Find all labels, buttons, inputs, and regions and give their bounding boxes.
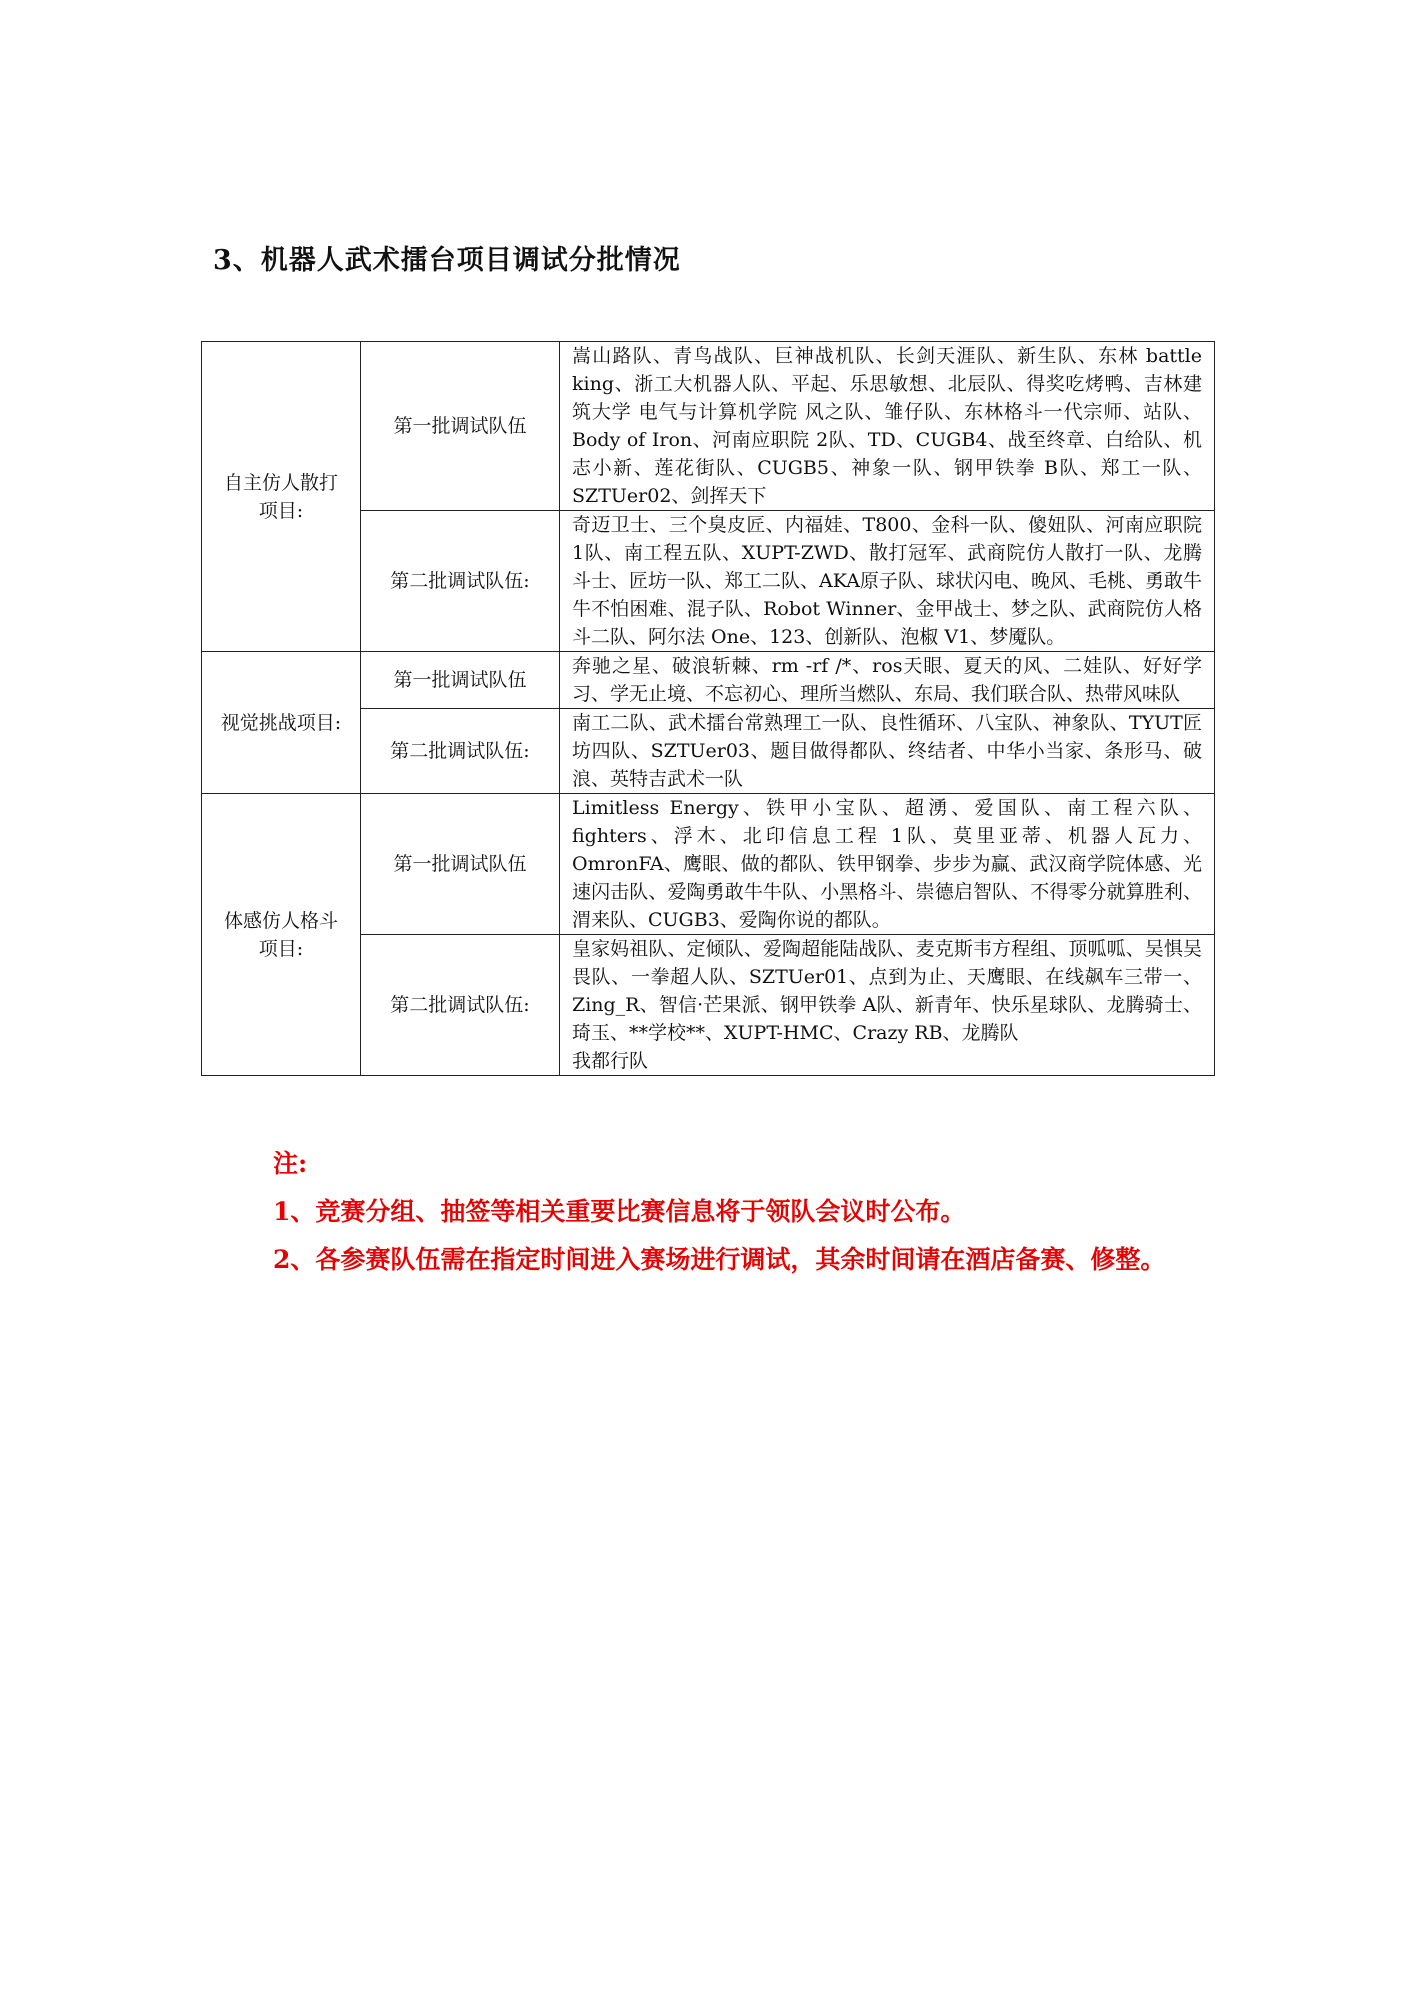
table-row [202, 342, 1215, 511]
team-list: 南工二队、武术擂台常熟理工一队、良性循环、八宝队、神象队、TYUT匠坊四队、SZTUer03、题目做得都队、终结者、中华小当家、条形马、破浪、英特吉武术一队 [560, 709, 1215, 794]
note-item: 2、各参赛队伍需在指定时间进入赛场进行调试，其余时间请在酒店备赛、修整。 [273, 1245, 1166, 1274]
batch-label: 第一批调试队伍 [361, 652, 560, 709]
section-heading: 3、机器人武术擂台项目调试分批情况 [213, 245, 681, 276]
batch-label: 第二批调试队伍: [361, 935, 560, 1076]
team-list-main: 皇家妈祖队、定倾队、爱陶超能陆战队、麦克斯韦方程组、顶呱呱、吴惧吴畏队、一拳超人队、SZTUer01、点到为止、天鹰眼、在线飙车三带一、Zing_R、智信·芒果派、钢甲铁拳 A队、新青年、快乐星球队、龙腾骑士、琦玉、**学校**、XUPT-HMC、Crazy RB、龙腾队 [572, 938, 1202, 1044]
team-list-extra: 我都行队 [572, 1050, 649, 1072]
category-cell: 体感仿人格斗项目: [202, 794, 361, 1076]
team-list: 嵩山路队、青鸟战队、巨神战机队、长剑天涯队、新生队、东林 battle king、浙工大机器人队、平起、乐思敏想、北辰队、得奖吃烤鸭、吉林建筑大学 电气与计算机学院 风之队、雏仔队、东林格斗一代宗师、站队、Body of Iron、河南应职院 2队、TD、CUGB4、战至终章、白给队、机志小新、莲花街队、CUGB5、神象一队、钢甲铁拳 B队、郑工一队、SZTUer02、剑挥天下 [560, 342, 1215, 511]
table-row [202, 652, 1215, 709]
table-row [202, 794, 1215, 935]
batch-label: 第一批调试队伍 [361, 794, 560, 935]
batch-label: 第二批调试队伍: [361, 511, 560, 652]
team-list: 奔驰之星、破浪斩棘、rm -rf /*、ros天眼、夏天的风、二娃队、好好学习、学无止境、不忘初心、理所当燃队、东局、我们联合队、热带风味队 [560, 652, 1215, 709]
note-item: 1、竞赛分组、抽签等相关重要比赛信息将于领队会议时公布。 [273, 1197, 966, 1226]
schedule-table [201, 341, 1215, 1076]
category-cell: 视觉挑战项目: [202, 652, 361, 794]
batch-label: 第一批调试队伍 [361, 342, 560, 511]
notes-block [213, 1140, 1203, 1284]
batch-label: 第二批调试队伍: [361, 709, 560, 794]
category-cell: 自主仿人散打项目: [202, 342, 361, 652]
team-list [560, 935, 1215, 1076]
team-list: 奇迈卫士、三个臭皮匠、内福娃、T800、金科一队、傻妞队、河南应职院 1队、南工程五队、XUPT-ZWD、散打冠军、武商院仿人散打一队、龙腾斗士、匠坊一队、郑工二队、AKA原子队、球状闪电、晚风、毛桃、勇敢牛牛不怕困难、混子队、Robot Winner、金甲战士、梦之队、武商院仿人格斗二队、阿尔法 One、123、创新队、泡椒 V1、梦魇队。 [560, 511, 1215, 652]
team-list: Limitless Energy、铁甲小宝队、超湧、爱国队、南工程六队、fighters、浮木、北印信息工程 1队、莫里亚蒂、机器人瓦力、OmronFA、鹰眼、做的都队、铁甲钢拳、步步为赢、武汉商学院体感、光速闪击队、爱陶勇敢牛牛队、小黑格斗、崇德启智队、不得零分就算胜利、渭来队、CUGB3、爱陶你说的都队。 [560, 794, 1215, 935]
notes-title: 注: [273, 1149, 308, 1178]
